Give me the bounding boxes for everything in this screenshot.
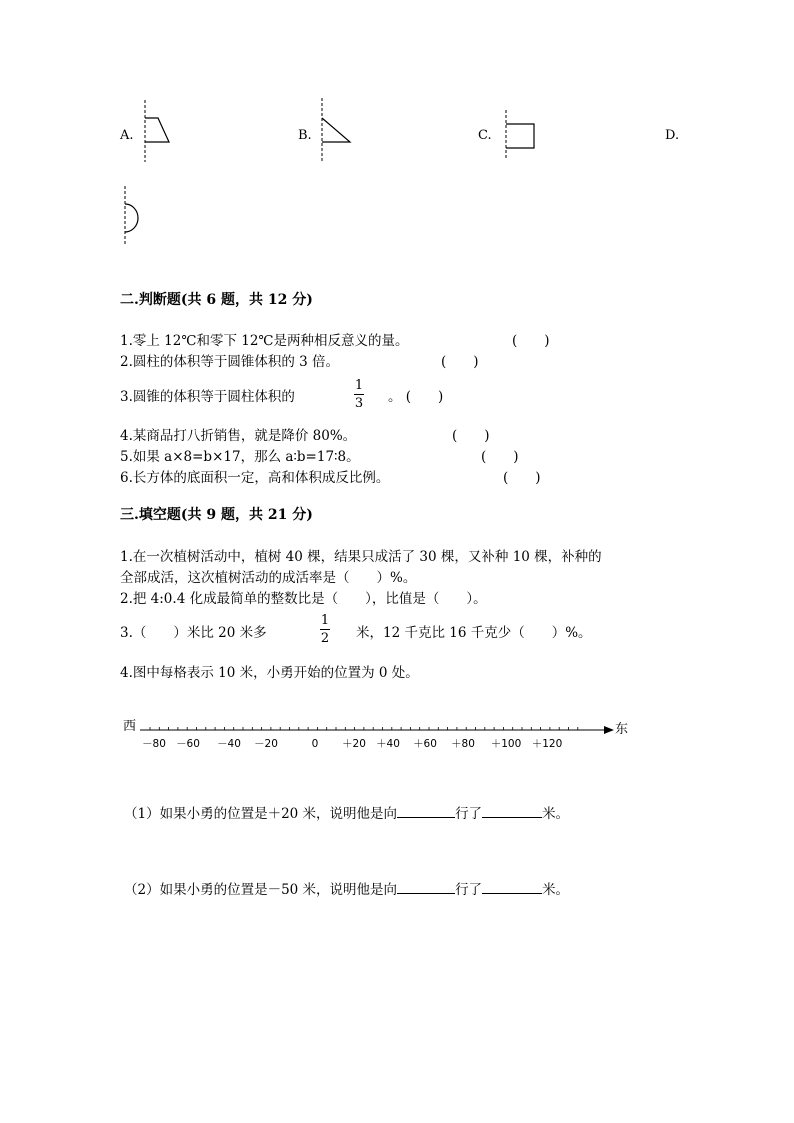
number-line-label: －60 <box>176 738 200 750</box>
judge-q5: 5.如果 a×8=b×17，那么 a∶b=17∶8。 <box>120 449 360 465</box>
judge-q5-answer[interactable]: ( ) <box>481 449 519 465</box>
option-b-label: B. <box>298 128 312 143</box>
west-label: 西 <box>123 719 137 734</box>
option-c-label: C. <box>478 128 492 143</box>
number-line-arrow <box>604 726 614 734</box>
fraction-denominator: 3 <box>354 396 364 411</box>
judge-q1-answer[interactable]: ( ) <box>512 333 550 349</box>
sub1-mid-text: 行了 <box>455 806 483 822</box>
fill-q4: 4.图中每格表示 10 米，小勇开始的位置为 0 处。 <box>120 665 419 681</box>
number-line-label: ＋120 <box>531 738 563 750</box>
number-line-label: －40 <box>217 738 241 750</box>
section2-title: 二.判断题(共 6 题，共 12 分) <box>120 292 313 308</box>
sub1-unit-text: 米。 <box>542 806 570 822</box>
number-line-label: ＋20 <box>342 738 366 750</box>
fill-q4-sub2 <box>124 878 569 898</box>
number-line-label: ＋100 <box>490 738 522 750</box>
number-line-label: ＋80 <box>451 738 475 750</box>
judge-q6-answer[interactable]: ( ) <box>503 470 541 486</box>
number-line-label: ＋60 <box>413 738 437 750</box>
judge-q3-fraction <box>352 378 366 411</box>
judge-q3-answer[interactable]: 。 ( ) <box>388 389 444 405</box>
sub1-distance-blank[interactable] <box>482 803 542 818</box>
sub2-text: （2）如果小勇的位置是－50 米，说明他是向 <box>124 882 398 898</box>
option-d-figure <box>118 186 154 246</box>
judge-q6: 6.长方体的底面积一定，高和体积成反比例。 <box>120 470 390 486</box>
sub2-direction-blank[interactable] <box>397 879 455 894</box>
fill-q1-line1: 1.在一次植树活动中，植树 40 棵，结果只成活了 30 棵，又补种 10 棵，补种的 <box>120 549 602 565</box>
judge-q2: 2.圆柱的体积等于圆锥体积的 3 倍。 <box>120 354 340 370</box>
fraction-denominator: 2 <box>320 631 330 646</box>
sub1-text: （1）如果小勇的位置是＋20 米，说明他是向 <box>124 806 398 822</box>
fill-q3-fraction <box>318 613 332 646</box>
sub2-distance-blank[interactable] <box>482 879 542 894</box>
section3-title: 三.填空题(共 9 题，共 21 分) <box>120 507 313 523</box>
fraction-numerator: 1 <box>320 613 330 628</box>
judge-q4-answer[interactable]: ( ) <box>452 428 490 444</box>
fill-q4-sub1 <box>124 802 569 822</box>
fill-q2[interactable]: 2.把 4:0.4 化成最简单的整数比是（ ），比值是（ ）。 <box>120 591 487 607</box>
fill-q3-pre[interactable]: 3.（ ）米比 20 米多 <box>120 625 267 641</box>
fraction-numerator: 1 <box>354 378 364 393</box>
judge-q4: 4.某商品打八折销售，就是降价 80%。 <box>120 428 357 444</box>
number-line <box>118 715 638 755</box>
option-a-figure <box>138 100 178 162</box>
east-label: 东 <box>615 722 629 737</box>
sub2-mid-text: 行了 <box>455 882 483 898</box>
option-d-label: D. <box>665 128 680 143</box>
fill-q1-line2[interactable]: 全部成活，这次植树活动的成活率是（ ）%。 <box>120 570 417 586</box>
number-line-label: －20 <box>254 738 278 750</box>
judge-q2-answer[interactable]: ( ) <box>441 354 479 370</box>
sub2-unit-text: 米。 <box>542 882 570 898</box>
option-c-figure <box>500 110 540 160</box>
judge-q1: 1.零上 12℃和零下 12℃是两种相反意义的量。 <box>120 333 409 349</box>
sub1-direction-blank[interactable] <box>397 803 455 818</box>
number-line-label: 0 <box>311 738 319 750</box>
fill-q3-post[interactable]: 米，12 千克比 16 千克少（ ）%。 <box>356 625 592 641</box>
number-line-label: ＋40 <box>376 738 400 750</box>
number-line-label: －80 <box>142 738 166 750</box>
option-a-label: A. <box>120 128 134 143</box>
option-b-figure <box>316 98 356 162</box>
judge-q3: 3.圆锥的体积等于圆柱体积的 <box>120 389 295 405</box>
